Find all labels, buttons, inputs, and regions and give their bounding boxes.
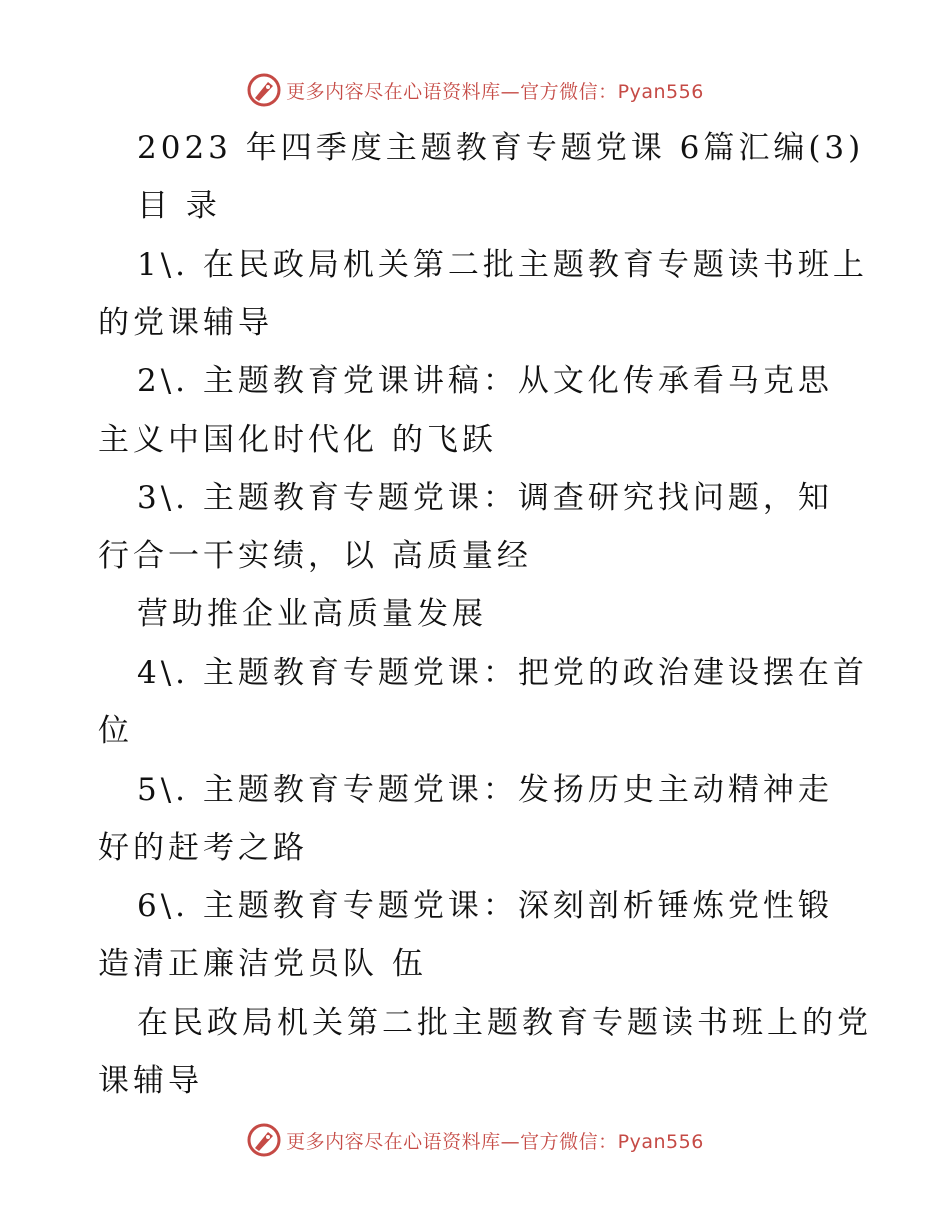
toc-item-4: 4\. 主题教育专题党课：把党的政治建设摆在首 xyxy=(137,655,868,691)
toc-item-2: 2\. 主题教育党课讲稿：从文化传承看马克思 xyxy=(137,363,833,399)
toc-heading: 目 录 xyxy=(137,188,221,224)
header-banner xyxy=(0,70,950,110)
toc-item-1: 1\. 在民政局机关第二批主题教育专题读书班上 xyxy=(137,247,868,283)
toc-item-3-cont-2: 营助推企业高质量发展 xyxy=(137,596,487,632)
footer-banner xyxy=(0,1120,950,1160)
section-title-cont: 课辅导 xyxy=(98,1063,203,1099)
toc-item-6: 6\. 主题教育专题党课：深刻剖析锤炼党性锻 xyxy=(137,888,833,924)
section-title: 在民政局机关第二批主题教育专题读书班上的党 xyxy=(137,1005,872,1041)
banner-text: 更多内容尽在心语资料库—官方微信：Pyan556 xyxy=(286,1130,704,1153)
toc-item-6-cont: 造清正廉洁党员队 伍 xyxy=(98,946,427,982)
pen-nib-icon xyxy=(246,72,282,108)
pen-nib-icon xyxy=(246,1122,282,1158)
toc-item-2-cont: 主义中国化时代化 的飞跃 xyxy=(98,422,497,458)
toc-item-4-cont: 位 xyxy=(98,713,133,749)
toc-item-5: 5\. 主题教育专题党课：发扬历史主动精神走 xyxy=(137,772,833,808)
toc-item-3-cont: 行合一干实绩，以 高质量经 xyxy=(98,538,532,574)
toc-item-5-cont: 好的赶考之路 xyxy=(98,830,308,866)
toc-item-3: 3\. 主题教育专题党课：调查研究找问题，知 xyxy=(137,480,833,516)
banner-text: 更多内容尽在心语资料库—官方微信：Pyan556 xyxy=(286,80,704,103)
toc-item-1-cont: 的党课辅导 xyxy=(98,305,273,341)
document-title: 2023 年四季度主题教育专题党课 6篇汇编(3) xyxy=(137,130,865,166)
